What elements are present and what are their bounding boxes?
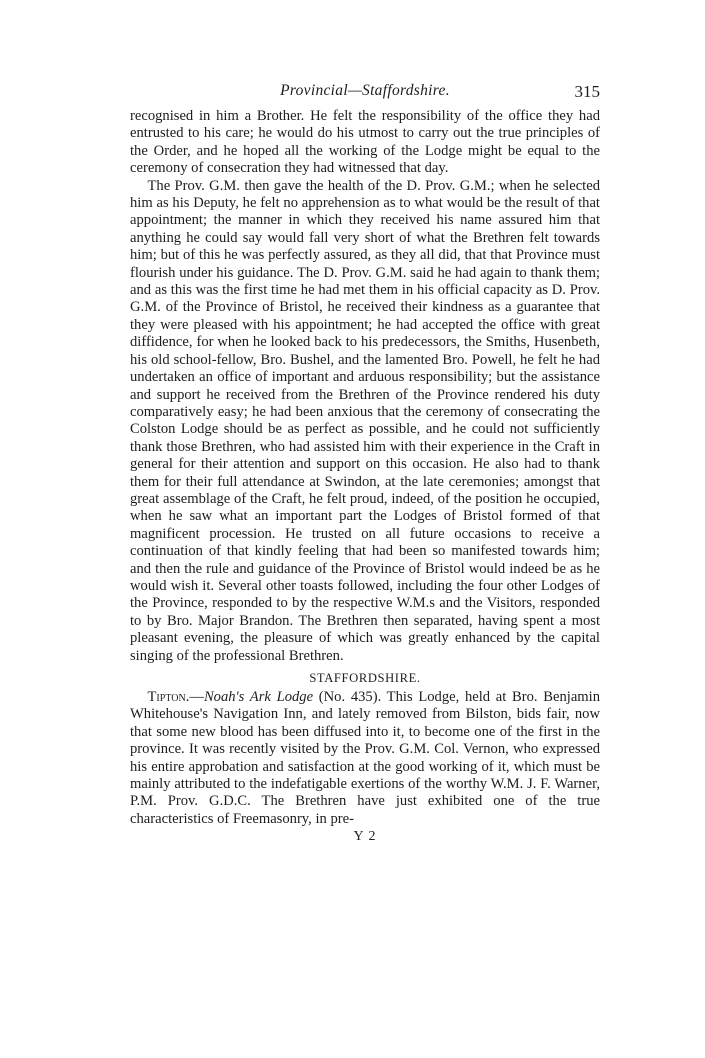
- paragraph-continuation: recognised in him a Brother. He felt the responsibility of the office they had entrusted to his care; he would do his utmost to carry out the true principles of the Order, and he hoped all the working of the Lodge might be equal to the ceremony of consecration they had witnessed that day.: [130, 108, 600, 177]
- section-heading: STAFFORDSHIRE.: [309, 671, 421, 685]
- em-dash: —: [189, 689, 204, 705]
- running-title: Provincial—Staffordshire.: [280, 82, 450, 99]
- lodge-name: Noah's Ark Lodge: [203, 689, 314, 705]
- signature-mark: Y 2: [353, 829, 377, 845]
- place-name: Tipton.: [147, 689, 190, 705]
- paragraph-tipton: [130, 689, 600, 828]
- paragraph-toasts: The Prov. G.M. then gave the health of the D. Prov. G.M.; when he selected him as his Deputy, he felt no apprehension as to what would be the result of that appointment; the manner in which they received his name assured him that anything he could say would fall very short of what the Brethren felt towards him; but of this he was perfectly assured, as they all did, that that Province must flourish under his guidance. The D. Prov. G.M. said he had again to thank them; and as this was the first time he had met them in his official capacity as D. Prov. G.M. of the Province of Bristol, he received their kindness as a guarantee that they were pleased with his appointment; he had accepted the office with great diffidence, for when he looked back to his predecessors, the Smiths, Husenbeth, his old school-fellow, Bro. Bushel, and the lamented Bro. Powell, he felt he had undertaken an office of important and arduous responsibility; but the assistance and support he received from the Brethren of the Province rendered his duty comparatively easy; he had been anxious that the ceremony of consecrating the Colston Lodge should be as perfect as possible, and he could not sufficiently thank those Brethren, who had assisted him with their experience in the Craft in general for their attention and support on this occasion. He also had to thank them for their full attendance at Swindon, at the late ceremonies; amongst that great assemblage of the Craft, he felt proud, indeed, of the position he occupied, when he saw what an important part the Lodges of Bristol formed of that magnificent procession. He trusted on all future occasions to receive a continuation of that kindly feeling that had been so manifested towards him; and then the rule and guidance of the Province of Bristol would indeed be as he would wish it. Several other toasts followed, including the four other Lodges of the Province, responded to by the respective W.M.s and the Visitors, responded to by Bro. Major Brandon. The Brethren then separated, having spent a most pleasant evening, the pleasure of which was greatly enhanced by the capital singing of the professional Brethren.: [130, 177, 600, 664]
- paragraph-tipton-text: (No. 435). This Lodge, held at Bro. Benjamin Whitehouse's Navigation Inn, and lately removed from Bilston, bids fair, now that some new blood has been diffused into it, to become one of the first in the province. It was recently visited by the Prov. G.M. Col. Vernon, who expressed his entire approbation and satisfaction at the good working of it, which must be mainly attributed to the indefatigable exertions of the worthy W.M. J. F. Warner, P.M. Prov. G.D.C. The Brethren have just exhibited one of the true characteristics of Freemasonry, in pre-: [130, 689, 601, 827]
- document-page: [130, 82, 600, 845]
- running-head: [130, 82, 600, 108]
- page-number: 315: [574, 82, 600, 101]
